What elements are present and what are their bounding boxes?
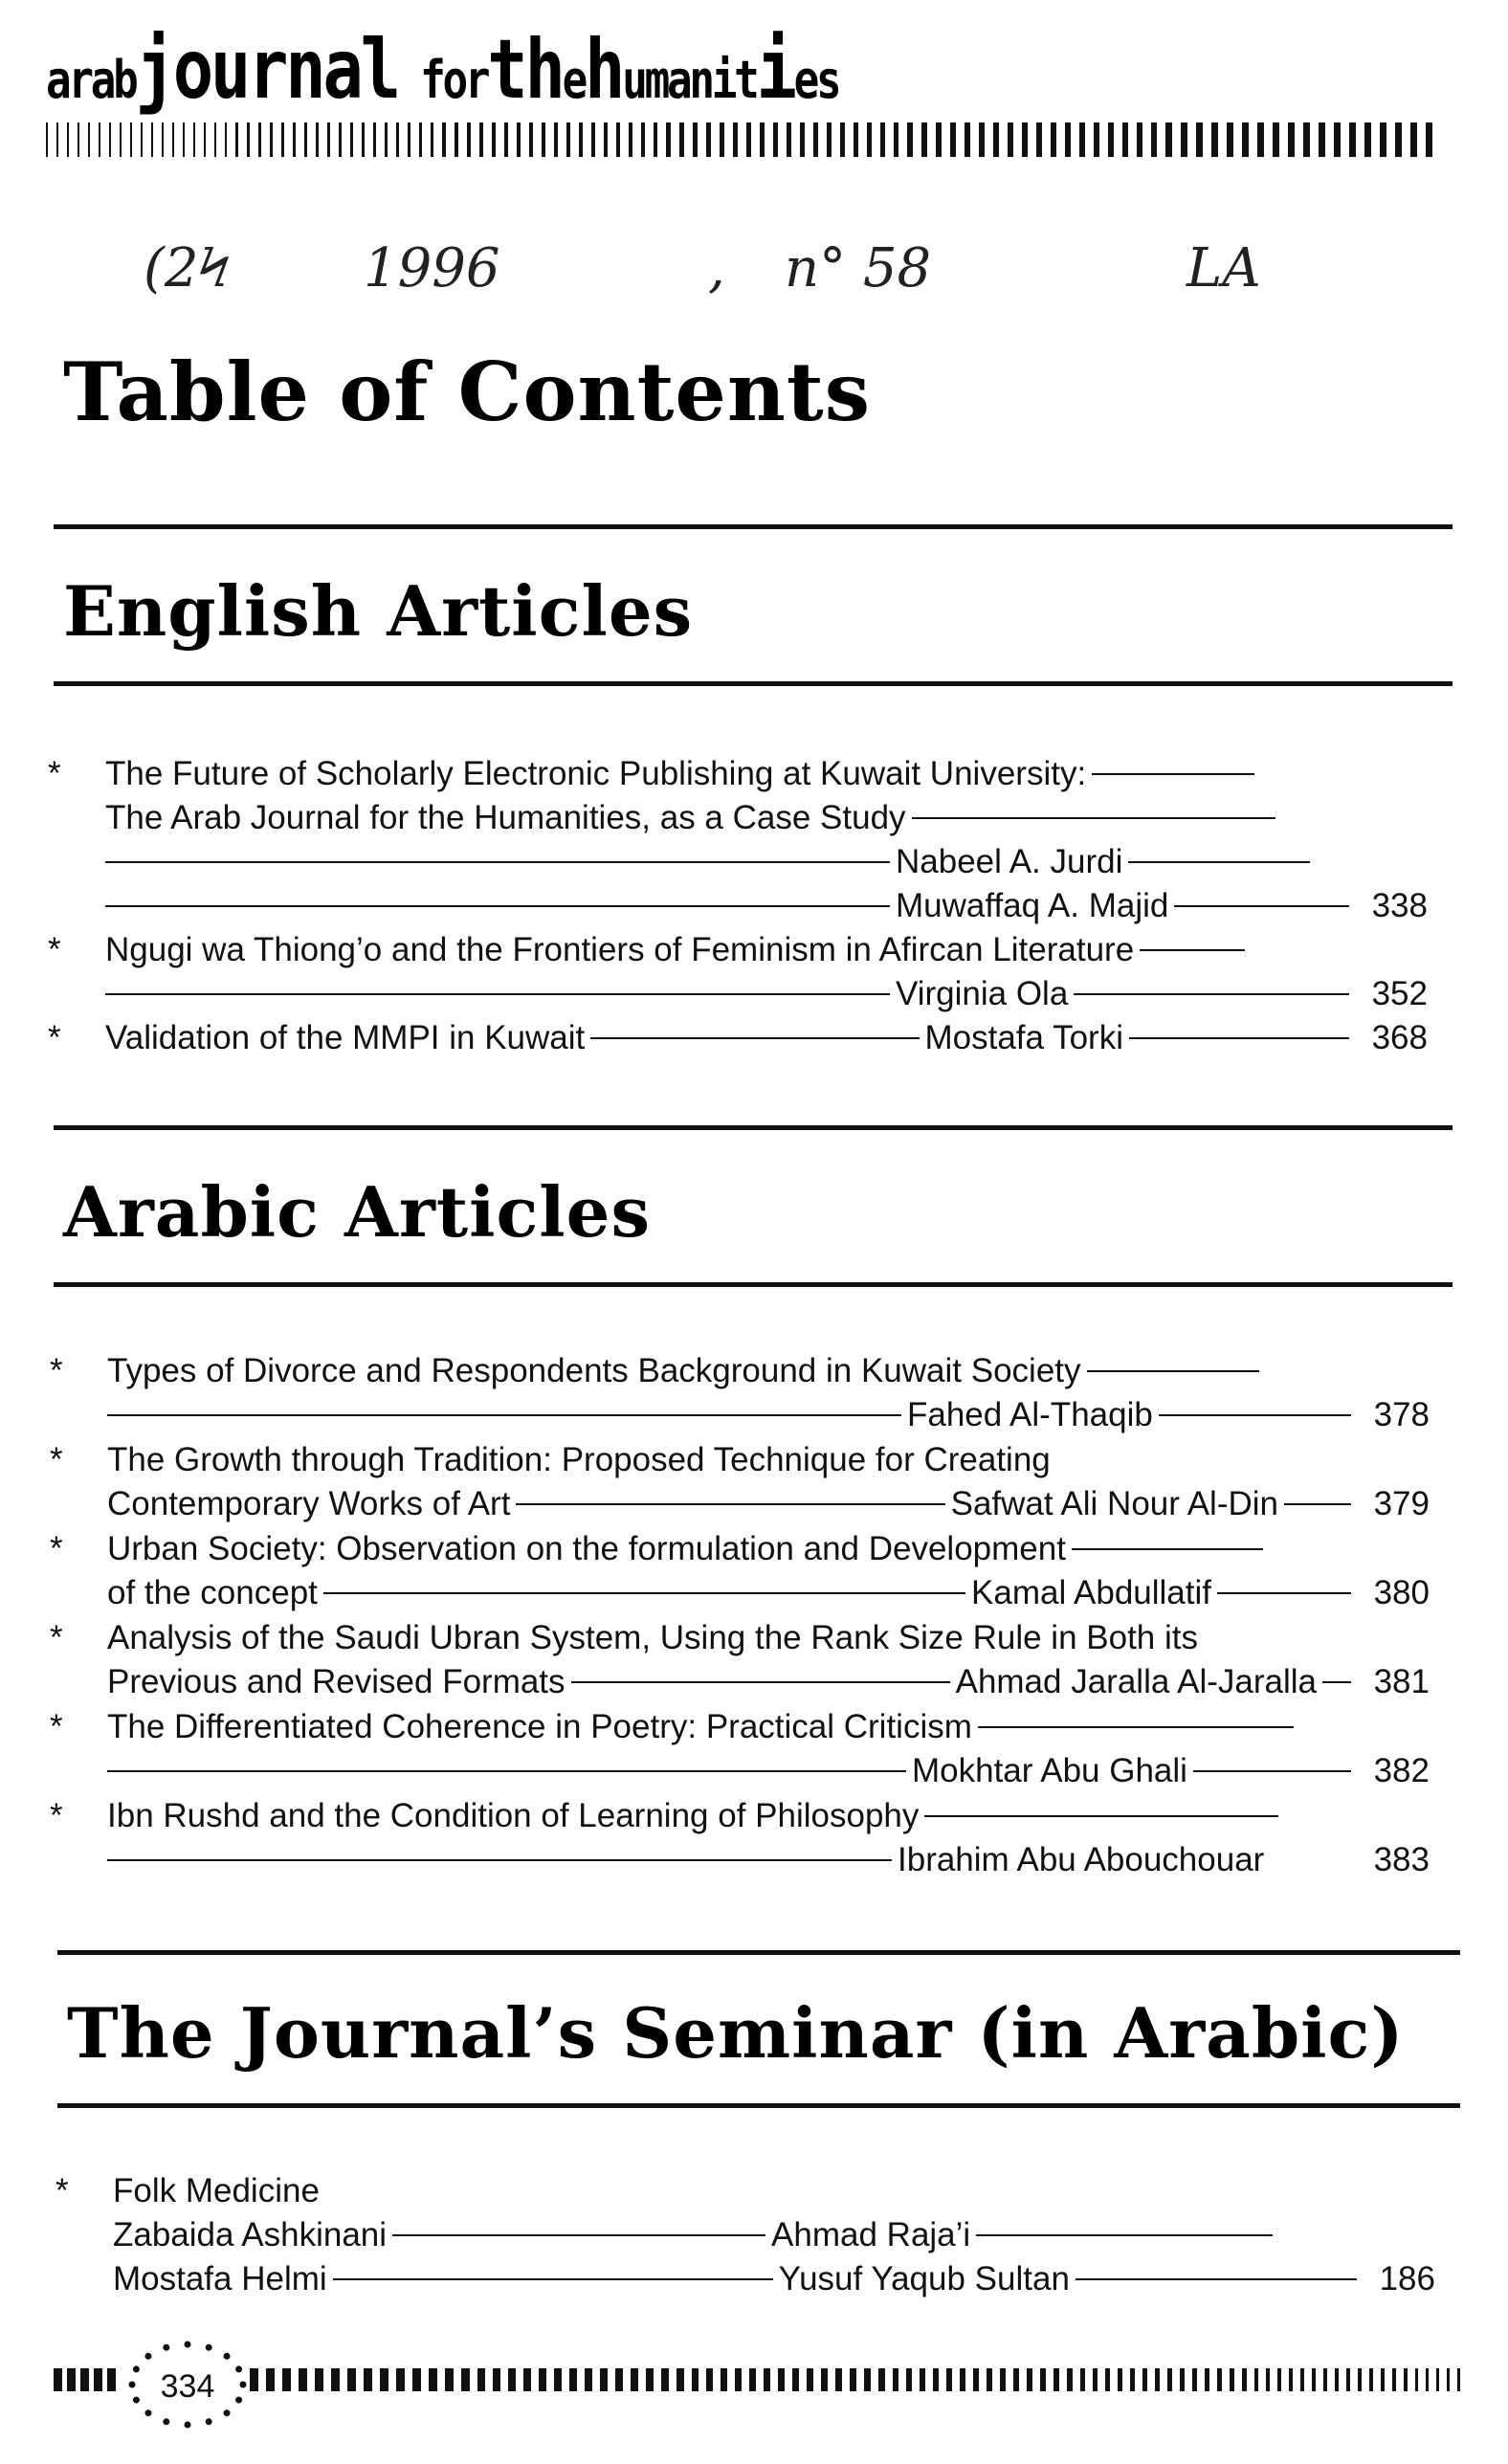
page-title: Table of Contents [63, 344, 871, 439]
divider [54, 1125, 1453, 1130]
toc-entry[interactable]: * Analysis of the Saudi Ubran System, Using the Rank Size Rule in Both its Previous and Revised Formats Ahmad Jaralla Al-Jaralla 381 [107, 1616, 1430, 1704]
toc-entry[interactable]: * Folk Medicine Zabaida Ashkinani Ahmad Raja’i Mostafa Helmi Yusuf Yaqub Sultan 186 [113, 2169, 1435, 2301]
page-number: 338 [1371, 887, 1428, 924]
toc-entry[interactable]: * Types of Divorce and Respondents Background in Kuwait Society Fahed Al-Thaqib 378 [107, 1349, 1430, 1437]
page-number: 334 [160, 2368, 215, 2405]
toc-entry[interactable]: * The Future of Scholarly Electronic Publishing at Kuwait University: The Arab Journal for the Humanities, as a Case Study Nabeel A. Jurdi Muwaffaq A. Majid 338 [105, 752, 1428, 928]
page-number: 382 [1373, 1752, 1430, 1789]
toc-entry[interactable]: * The Growth through Tradition: Proposed Technique for Creating Contemporary Works of Art Safwat Ali Nour Al-Din 379 [107, 1438, 1430, 1526]
journal-title: arabjournal forthehumanities [46, 22, 839, 118]
toc-entry[interactable]: * Ibn Rushd and the Condition of Learning of Philosophy Ibrahim Abu Abouchouar 383 [107, 1794, 1430, 1882]
divider [57, 2103, 1460, 2108]
toc-entry[interactable]: * Validation of the MMPI in Kuwait Mostafa Torki 368 [105, 1016, 1428, 1060]
divider [57, 1950, 1460, 1955]
divider [54, 681, 1453, 686]
page-number: 380 [1373, 1574, 1430, 1611]
seminar-heading: The Journal’s Seminar (in Arabic) [67, 1992, 1405, 2074]
toc-entry[interactable]: * Urban Society: Observation on the formulation and Development of the concept Kamal Abdullatif 380 [107, 1527, 1430, 1615]
page-footer [54, 2340, 1470, 2435]
arabic-articles-heading: Arabic Articles [63, 1171, 651, 1253]
divider [54, 524, 1453, 529]
journal-masthead [46, 22, 1453, 162]
toc-entry[interactable]: * The Differentiated Coherence in Poetry: Practical Criticism Mokhtar Abu Ghali 382 [107, 1705, 1430, 1793]
page-number: 378 [1373, 1396, 1430, 1433]
page-number: 381 [1373, 1663, 1430, 1700]
masthead-barcode [46, 122, 1443, 157]
english-articles-heading: English Articles [63, 570, 694, 652]
page-number: 379 [1373, 1485, 1430, 1522]
page-number: 186 [1379, 2260, 1435, 2298]
page-number: 383 [1373, 1841, 1430, 1878]
page-number: 368 [1371, 1019, 1428, 1056]
page-number: 352 [1371, 975, 1428, 1012]
footer-barcode [54, 2340, 1470, 2435]
toc-entry[interactable]: * Ngugi wa Thiong’o and the Frontiers of Feminism in Afircan Literature Virginia Ola 352 [105, 928, 1428, 1016]
divider [54, 1282, 1453, 1287]
